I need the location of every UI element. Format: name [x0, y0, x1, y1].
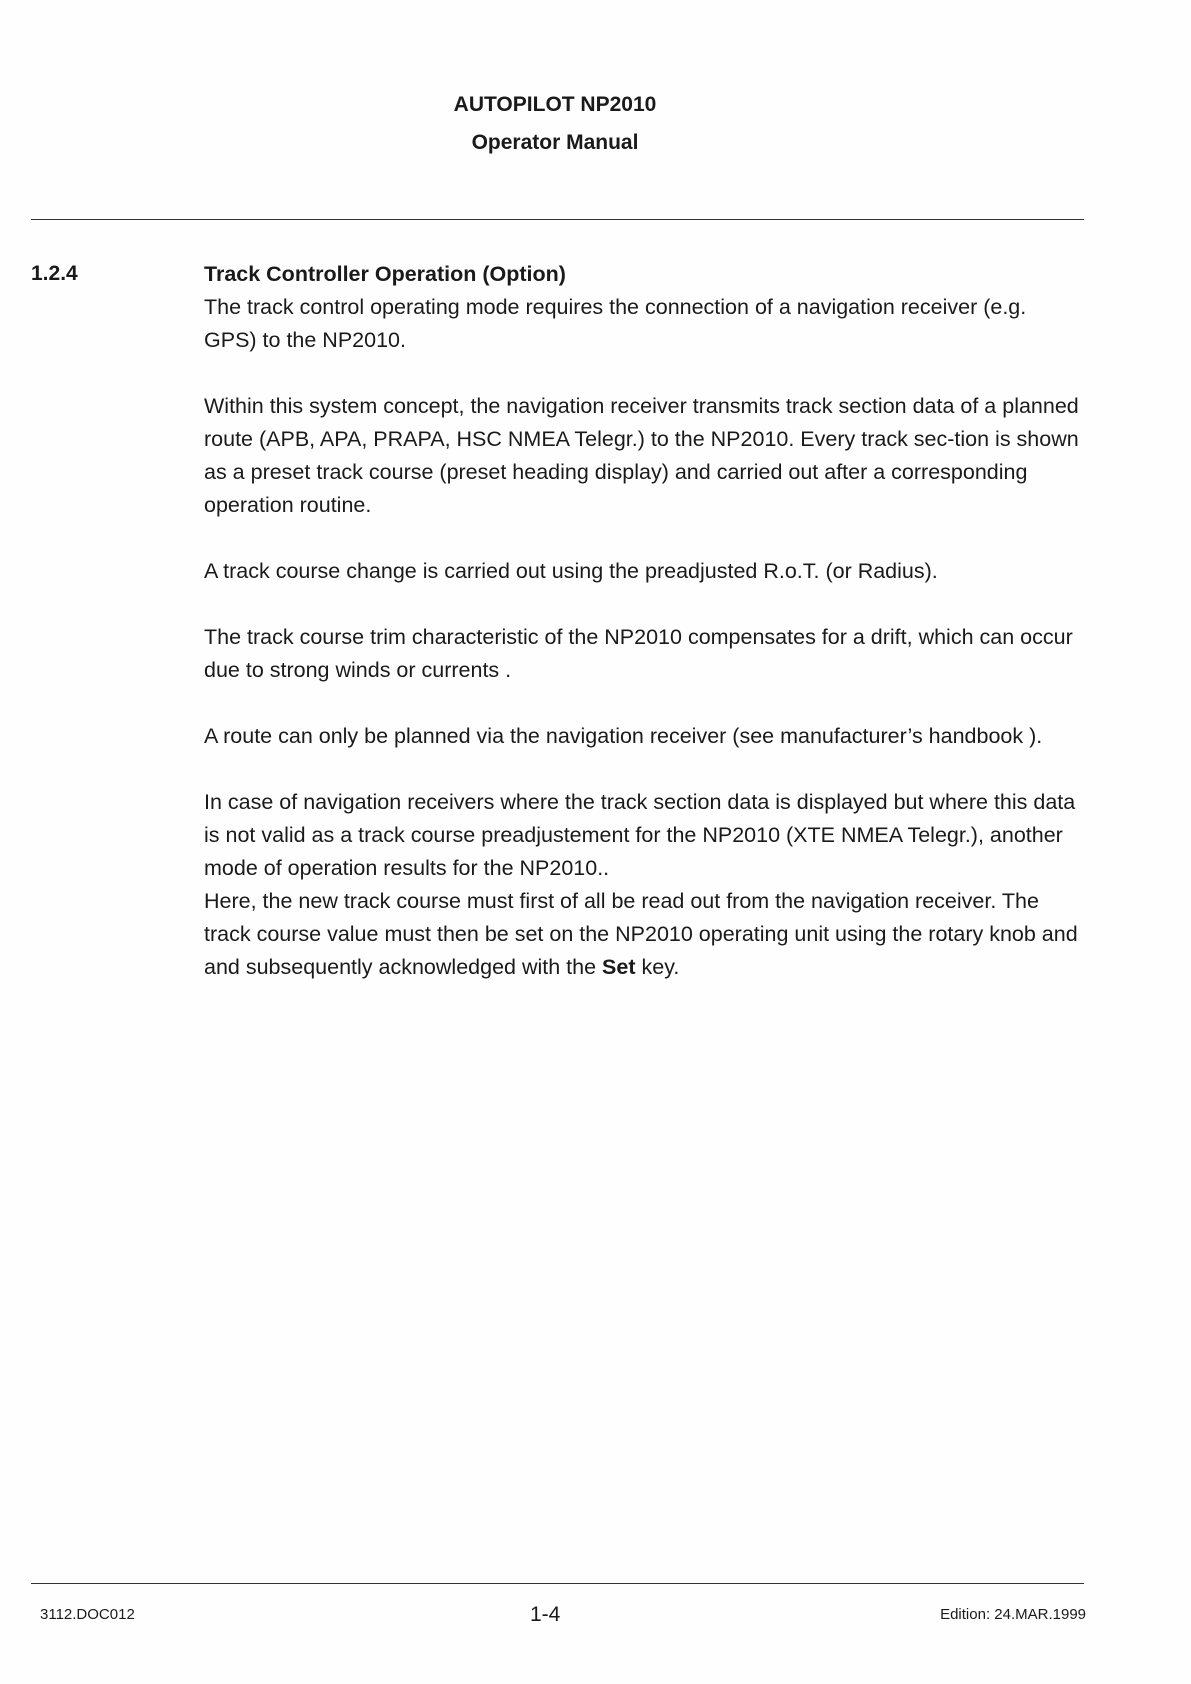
section-number: 1.2.4 [31, 262, 78, 285]
footer-divider [31, 1583, 1084, 1584]
paragraph-set-key [204, 885, 1084, 984]
header-subtitle: Operator Manual [471, 131, 639, 154]
header-title: AUTOPILOT NP2010 [453, 93, 657, 116]
footer-doc-id: 3112.DOC012 [40, 1606, 135, 1623]
paragraph: A track course change is carried out using the preadjusted R.o.T. (or Radius). [204, 559, 938, 583]
footer-page-number: 1-4 [530, 1603, 561, 1626]
section-title: Track Controller Operation (Option) [204, 262, 566, 286]
set-key-suffix: key. [635, 955, 680, 979]
document-header [0, 86, 1110, 162]
header-divider [31, 219, 1084, 220]
set-key-label: Set [602, 955, 636, 979]
paragraph: Within this system concept, the navigation receiver transmits track section data of a planned route (APB, APA, PRAPA, HSC NMEA Telegr.) to the NP2010. Every track sec-tion is shown as a preset track course (preset heading display) and carried out after a corresponding operation routine. [204, 394, 1079, 517]
paragraph-text: Here, the new track course must first of all be read out from the navigation receiver. The track course value must then be set on the NP2010 operating unit using the rotary knob and and subsequently acknowledged with the [204, 889, 1078, 979]
paragraph: The track control operating mode requires the connection of a navigation receiver (e.g. GPS) to the NP2010. [204, 295, 1027, 352]
section-body [204, 258, 1084, 984]
paragraph: In case of navigation receivers where the track section data is displayed but where this data is not valid as a track course preadjustement for the NP2010 (XTE NMEA Telegr.), another mode of operation results for the NP2010.. [204, 790, 1076, 880]
paragraph: The track course trim characteristic of the NP2010 compensates for a drift, which can occur due to strong winds or currents . [204, 625, 1073, 682]
footer-edition: Edition: 24.MAR.1999 [940, 1606, 1086, 1623]
paragraph: A route can only be planned via the navigation receiver (see manufacturer’s handbook ). [204, 724, 1043, 748]
